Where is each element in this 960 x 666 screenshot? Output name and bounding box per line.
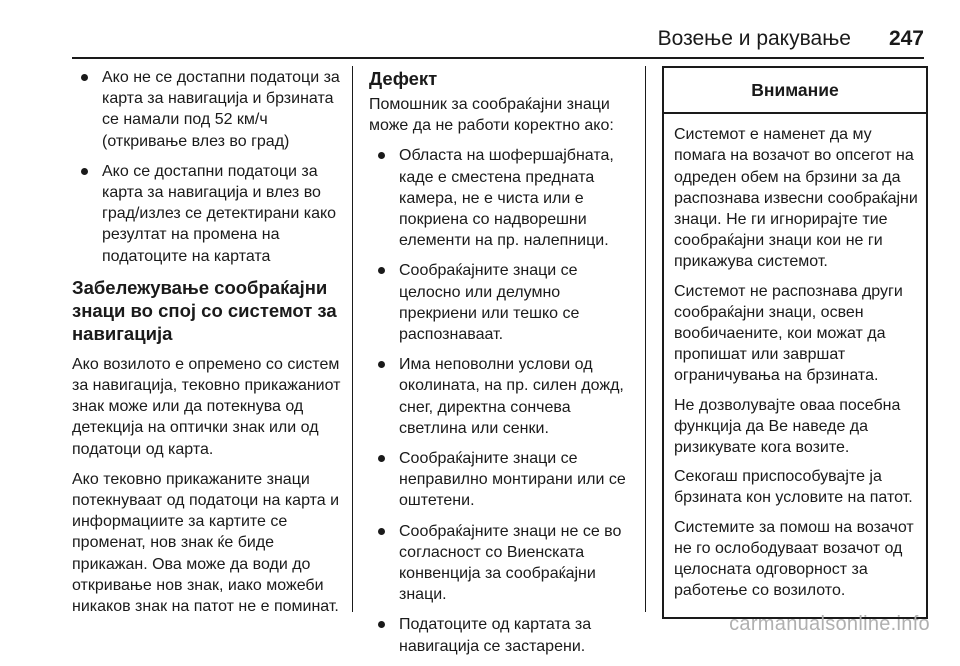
paragraph: Системите за помош на возачот не го ослободуваат возачот од целосната одговорност за работење со возилото. xyxy=(674,518,914,600)
warning-title: Внимание xyxy=(664,68,926,114)
column-divider xyxy=(352,66,353,612)
list-item: Ако се достапни податоци за карта за навигација и влез во град/излез се детектирани како резултат на промена на податоците на картата xyxy=(72,161,344,267)
paragraph: Секогаш приспособувајте ја брзината кон условите на патот. xyxy=(674,468,913,507)
warning-box xyxy=(662,66,928,619)
list-item: Ако не се достапни податоци за карта за навигација и брзината се намали под 52 км/ч (откривање влез во град) xyxy=(72,67,344,152)
bullet-list-middle xyxy=(369,145,637,656)
list-item: Податоците од картата за навигација се застарени. xyxy=(369,614,637,656)
list-item: Сообраќајните знаци се неправилно монтирани или се оштетени. xyxy=(369,448,637,512)
page-header xyxy=(658,27,924,57)
paragraph: Ако тековно прикажаните знаци потекнуваат од податоци на карта и информациите за картите се променат, нов знак ќе биде прикажан. Ова може да води до откривање нов знак, иако можеби никаков знак на патот не е поминат. xyxy=(72,470,340,616)
paragraph: Системот не распознава други сообраќајни знаци, освен вообичаените, кои можат да пропишат или завршат ограничувања на брзината. xyxy=(674,282,903,385)
section-title: Возење и ракување xyxy=(657,27,851,50)
list-item: Има неповолни услови од околината, на пр. силен дожд, снег, директна сончева светлина или сенки. xyxy=(369,354,637,439)
list-item: Сообраќајните знаци се целосно или делумно прекриени или тешко се распознаваат. xyxy=(369,260,637,345)
section-heading: Забележување сообраќајни знаци во спој со системот за навигација xyxy=(72,276,337,344)
paragraph: Не дозволувајте оваа посебна функција да Ве наведе да ризикувате кога возите. xyxy=(674,396,901,457)
paragraph: Ако возилото е опремено со систем за навигација, тековно прикажаниот знак може или да потекнува од детекција на оптички знак или од податоци од карта. xyxy=(72,355,341,458)
list-item: Областа на шофершајбната, каде е сместена предната камера, не е чиста или е покриена со надворешни елементи на пр. налепници. xyxy=(369,145,637,251)
section-heading: Дефект xyxy=(369,68,438,89)
column-left xyxy=(72,67,344,626)
warning-body xyxy=(664,114,926,617)
page-number: 247 xyxy=(888,27,924,50)
column-divider xyxy=(645,66,646,612)
header-rule xyxy=(72,57,924,59)
list-item: Сообраќајните знаци не се во согласност со Виенската конвенција за сообраќајни знаци. xyxy=(369,521,637,606)
paragraph: Системот е наменет да му помага на возачот во опсегот на одреден обем на брзини за да распознава извесни сообраќајни знаци. Не ги игнорирајте тие сообраќајни знаци кои не ги прикажува системот. xyxy=(674,126,918,271)
bullet-list-left xyxy=(72,67,344,267)
column-middle xyxy=(369,67,637,666)
paragraph: Помошник за сообраќајни знаци може да не работи коректно ако: xyxy=(369,96,614,135)
watermark: carmanualsonline.info xyxy=(729,613,930,635)
